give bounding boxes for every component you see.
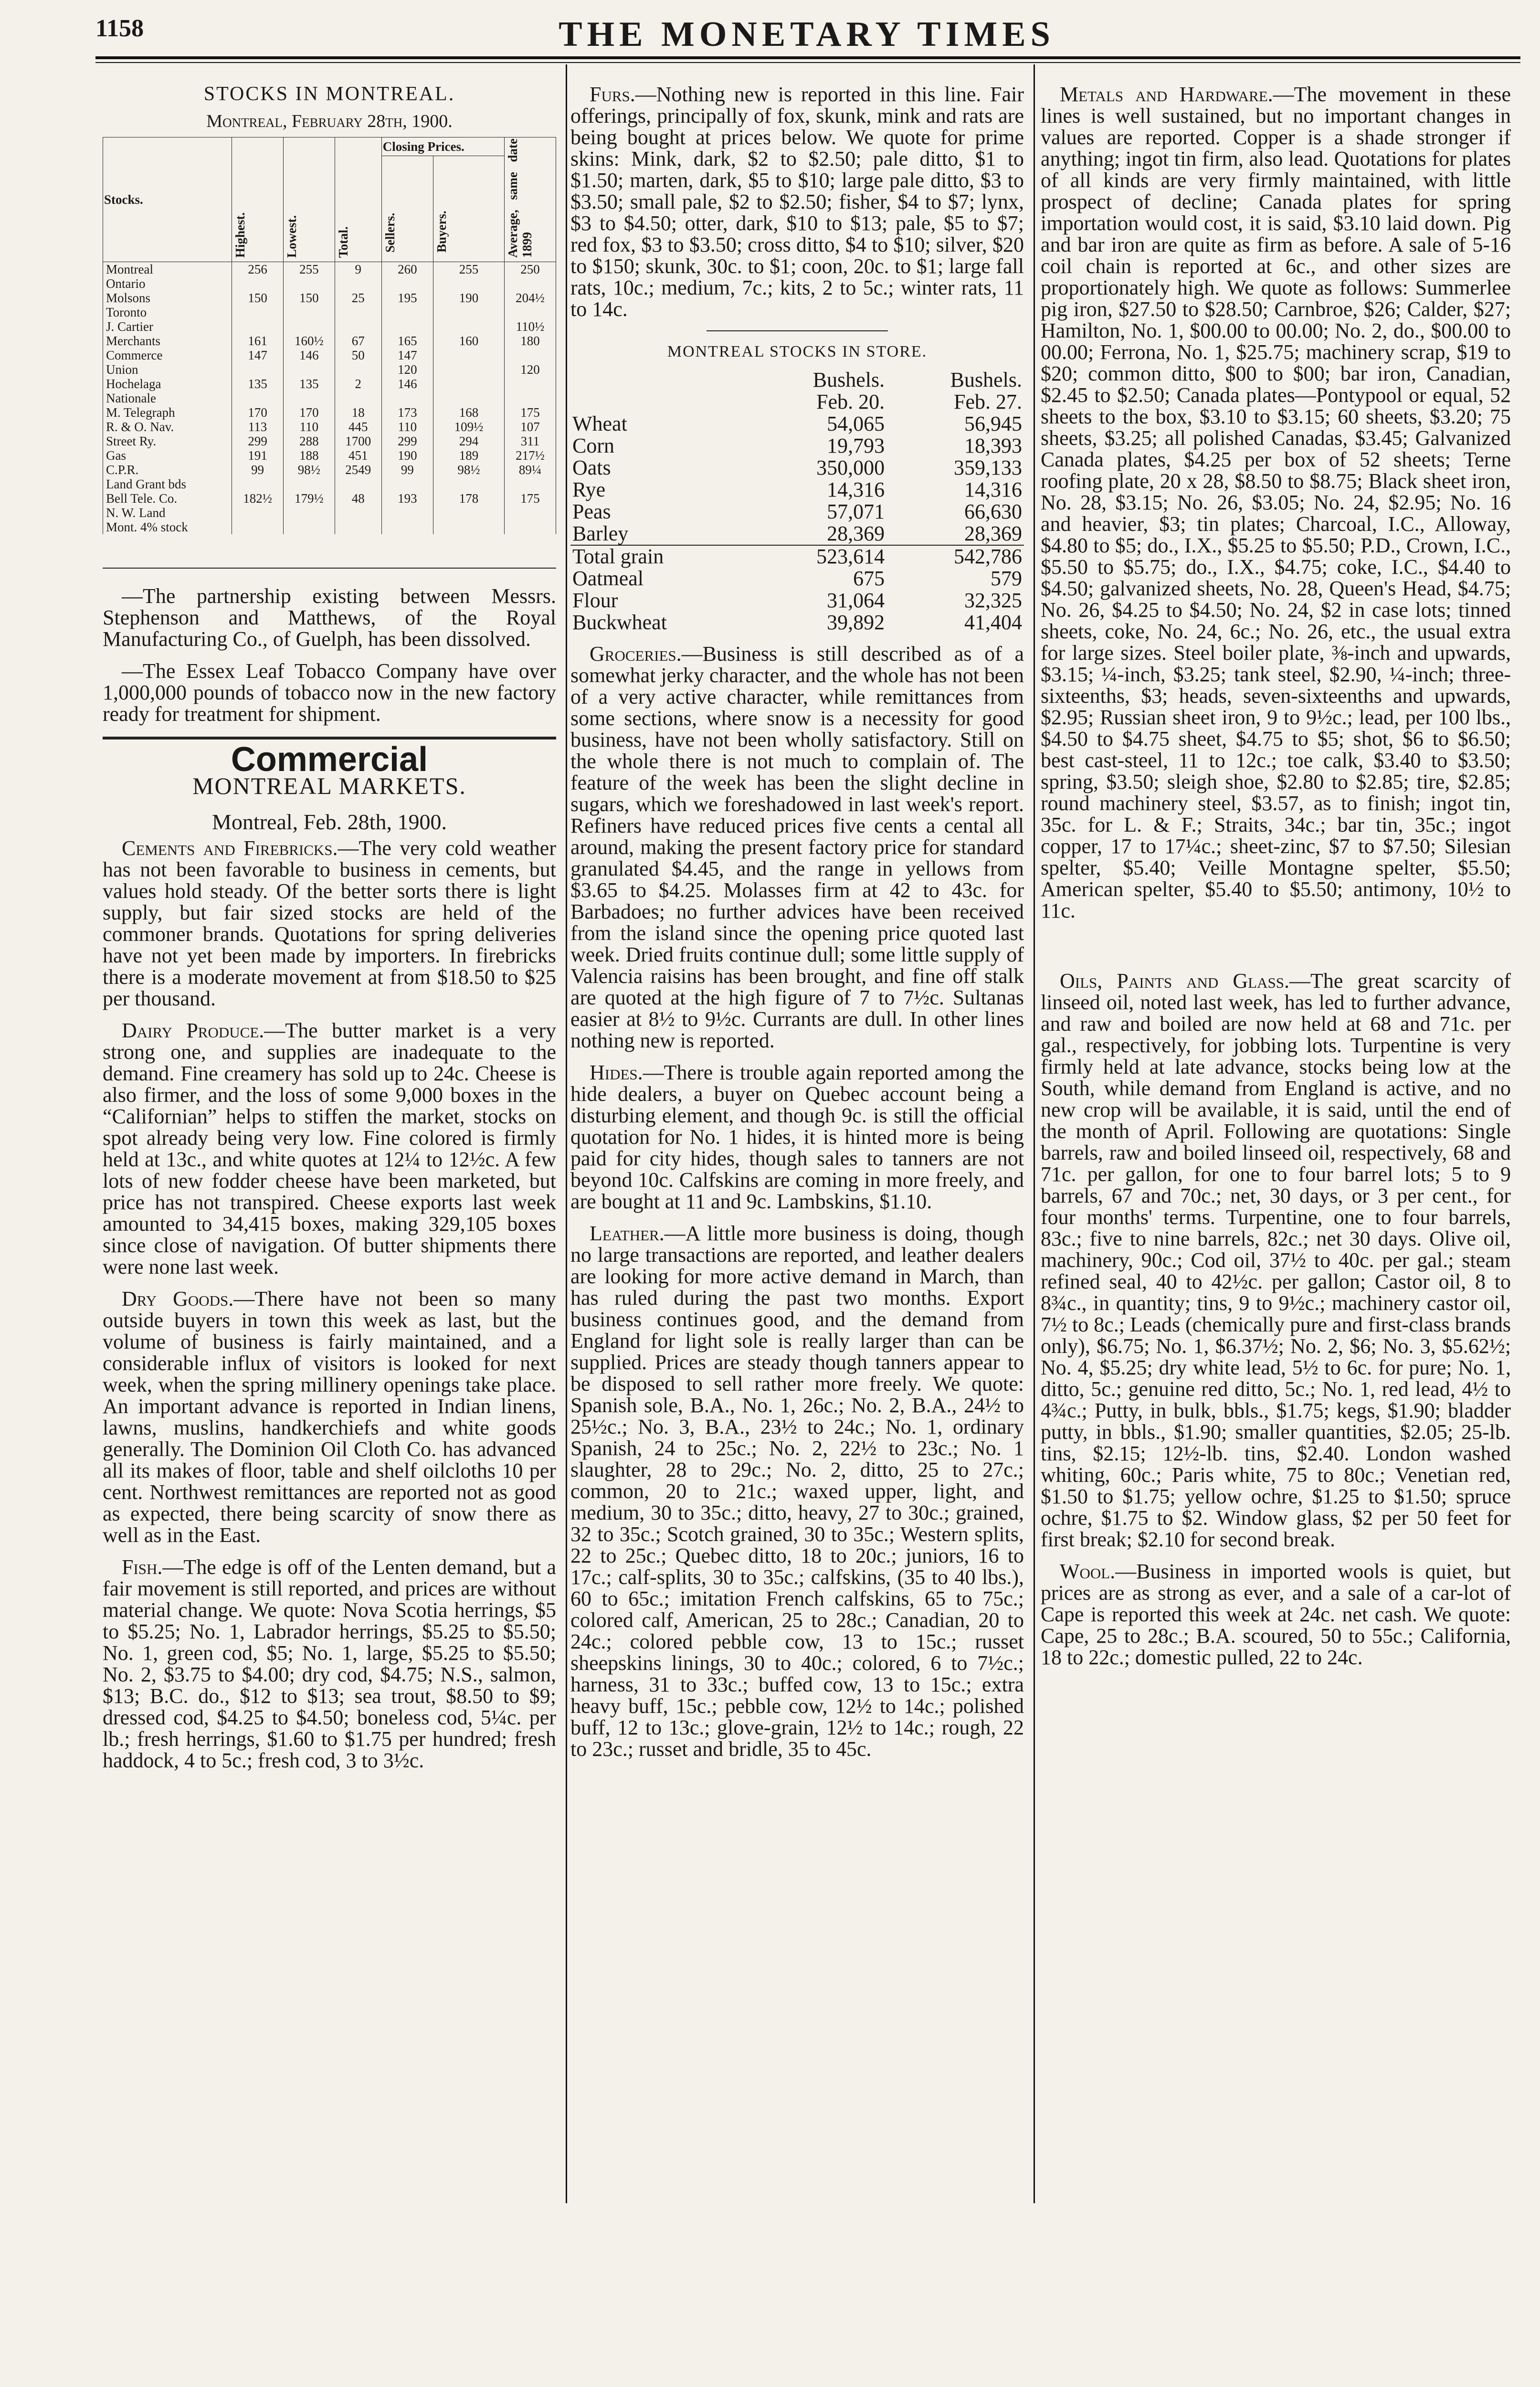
stock-value: 107 [505, 420, 556, 434]
table-row [103, 362, 556, 377]
stock-value [232, 362, 284, 377]
stock-value [505, 506, 556, 520]
subheading-montreal-markets: MONTREAL MARKETS. [192, 772, 466, 799]
store-label: Oatmeal [572, 567, 644, 590]
stock-value: 188 [283, 448, 335, 463]
stock-value: 113 [232, 420, 284, 434]
stock-value: 255 [283, 262, 335, 277]
stock-value [283, 506, 335, 520]
header-rule-thin [95, 62, 1520, 63]
stock-value [335, 276, 381, 291]
stock-name: J. Cartier [103, 319, 232, 334]
stock-value [433, 362, 504, 377]
stock-name: Hochelaga [103, 377, 232, 391]
table-row [103, 348, 556, 362]
stock-name: Nationale [103, 391, 232, 405]
stock-value [232, 506, 284, 520]
stock-value: 170 [232, 405, 284, 420]
header-sellers: Sellers. [381, 156, 433, 262]
stock-value: 179½ [283, 491, 335, 506]
stock-name: M. Telegraph [103, 405, 232, 420]
store-value: 19,793 [827, 434, 885, 457]
stock-value [433, 276, 504, 291]
table-row [103, 405, 556, 420]
stock-name: Mont. 4% stock [103, 520, 232, 534]
stock-value [433, 348, 504, 362]
stock-value: 98½ [283, 463, 335, 477]
stock-value: 195 [381, 291, 433, 305]
store-row [570, 369, 1024, 391]
article-dairy: Dairy Produce.—The butter market is a very strong one, and supplies are inadequate to the demand. Fine creamery has sold up to 24c. Cheese is also firmer, and the loss of some 9,000 boxes in the “Californian” helps to stiffen the market, stocks on spot already being very low. Fine colored is firmly held at 13c., and white quotes at 12¼ to 12½c. A few lots of new fodder cheese have been marketed, but price has not transpired. Cheese exports last week amounted to 34,415 boxes, making 329,105 boxes since close of navigation. Of butter shipments there were none last week. [103, 1019, 556, 1278]
stock-value: 120 [381, 362, 433, 377]
stock-value: 98½ [433, 463, 504, 477]
stock-value: 217½ [505, 448, 556, 463]
store-value: 18,393 [964, 434, 1022, 457]
store-label [570, 369, 749, 391]
article-metals: Metals and Hardware.—The movement in these lines is well sustained, but no important changes in values are reported. Copper is a shade stronger if anything; ingot tin firm, also lead. Quotations for plates of all kinds are very firmly maintained, with little prospect of decline; Canada plates for spring importation would cost, it is said, $3.10 laid down. Pig and bar iron are quite as firm as before. A sale of 5-16 coil chain is reported at 6c., and other sizes are proportionately high. We quote as follows: Summerlee pig iron, $27.50 to $28.50; Carnbroe, $26; Calder, $27; Hamilton, No. 1, $00.00 to 00.00; No. 2, do., $00.00 to 00.00; Ferrona, No. 1, $25.75; machinery scrap, $19 to $20; common ditto, $00 to $00; bar iron, Canadian, $2.45 to $2.50; Canada plates—Pontypool or equal, 52 sheets to the box, $3.10 to $3.15; 60 sheets, $3.20; 75 sheets, $3.25; all polished Canadas, $3.45; Galvanized Canada plates, $4.25 per box of 52 sheets; Terne roofing plate, 20 x 28, $8.50 to $8.75; Black sheet iron, No. 28, $3.15; No. 26, $3.05; No. 24, $2.95; No. 16 and heavier, $3; tin plates; Charcoal, I.C., Alloway, $4.80 to $5; do., I.X., $5.25 to $5.50; P.D., Crown, I.C., $5.50 to $5.75; do., I.X., $4.75; coke, I.C., $4.40 to $4.50; galvanized sheets, No. 28, Queen's Head, $4.75; No. 26, $4.25 to $4.50; No. 24, $2 in case lots; tinned sheets, coke, No. 24, 6c.; No. 26, etc., the usual extra for large sizes. Steel boiler plate, ⅜-inch and upwards, $3.15; ¼-inch, $3.25; tank steel, $2.90, ¼-inch; three-sixteenths, $3; heads, seven-sixteenths and upwards, $2.95; Russian sheet iron, 9 to 9½c.; lead, per 100 lbs., $4.50 to $4.75 sheet, $4.75 to $5; shot, $6 to $6.50; best cast-steel, 11 to 12c.; toe calk, $3.40 to $3.50; spring, $3.50; sleigh shoe, $2.80 to $2.85; tire, $2.85; round machinery steel, $3.57, as to finish; ingot tin, 35c. for L. & F.; Straits, 34c.; bar tin, 35c.; ingot copper, 17 to 17¼c.; sheet-zinc, $7 to $7.50; Silesian spelter, $5.40; Veille Montagne spelter, $5.50; American spelter, $5.40 to $5.50; antimony, 10½ to 11c. [1041, 83, 1511, 922]
stock-value: 89¼ [505, 463, 556, 477]
stock-value: 146 [381, 377, 433, 391]
stock-name: Gas [103, 448, 232, 463]
stock-value [381, 477, 433, 491]
stock-value: 170 [283, 405, 335, 420]
stock-value [505, 520, 556, 534]
store-value: 542,786 [954, 545, 1022, 568]
stock-value: 189 [433, 448, 504, 463]
column-2 [570, 84, 1024, 1770]
store-value: Feb. 20. [816, 390, 885, 413]
stock-name: Commerce [103, 348, 232, 362]
store-value: 66,630 [964, 500, 1022, 523]
header-total: Total. [335, 137, 381, 262]
store-table [570, 369, 1024, 634]
article-furs: Furs.—Nothing new is reported in this line. Fair offerings, principally of fox, skunk, mink and rats are being bought at prices below. We quote for prime skins: Mink, dark, $2 to $2.50; pale ditto, $1 to $1.50; marten, dark, $5 to $10; large pale ditto, $3 to $3.50; small pale, $2 to $2.50; fisher, $4 to $7; lynx, $3 to $4.50; otter, dark, $10 to $13; pale, $5 to $7; red fox, $3 to $3.50; cross ditto, $4 to $10; silver, $20 to $150; skunk, 30c. to $1; coon, 20c. to $1; large fall rats, 10c.; medium, 7c.; kits, 2 to 5c.; winter rats, 11 to 14c. [570, 83, 1024, 321]
table-row [103, 448, 556, 463]
stock-value: 451 [335, 448, 381, 463]
stock-value: 110½ [505, 319, 556, 334]
stock-value: 445 [335, 420, 381, 434]
masthead: THE MONETARY TIMES [559, 15, 1055, 54]
stock-value: 255 [433, 262, 504, 277]
stock-value [433, 506, 504, 520]
stock-value: 191 [232, 448, 284, 463]
stock-value [232, 391, 284, 405]
store-value: Bushels. [812, 368, 885, 391]
store-value: 675 [853, 567, 885, 590]
stocks-table-body [103, 262, 556, 535]
header-rule-thick [95, 56, 1520, 59]
stock-value: 160 [433, 334, 504, 348]
stock-value: 67 [335, 334, 381, 348]
stocks-date: Montreal, February 28th, 1900. [206, 111, 453, 131]
stock-value [381, 506, 433, 520]
stock-value [381, 319, 433, 334]
store-value: 14,316 [827, 478, 885, 501]
table-row [103, 434, 556, 448]
stock-value: 250 [505, 262, 556, 277]
column-3 [1041, 84, 1511, 1679]
stock-value [433, 305, 504, 319]
article-leather: Leather.—A little more business is doing, though no large transactions are reported, and leather dealers are looking for more active demand in March, than has ruled during the past two months. Export business continues good, and the demand from England for light sole is really larger than can be supplied. Prices are steady though tanners appear to be disposed to sell rather more freely. We quote: Spanish sole, B.A., No. 1, 26c.; No. 2, B.A., 24½ to 25½c.; No. 3, B.A., 23½ to 24c.; No. 1, ordinary Spanish, 24 to 25c.; No. 2, 22½ to 23c.; No. 1 slaughter, 28 to 29c.; No. 2, ditto, 25 to 27c.; common, 20 to 21c.; waxed upper, light, and medium, 30 to 35c.; ditto, heavy, 27 to 30c.; grained, 32 to 35c.; Scotch grained, 30 to 35c.; Western splits, 22 to 25c.; Quebec ditto, 18 to 20c.; juniors, 16 to 17c.; calf-splits, 30 to 35c.; calfskins, (35 to 40 lbs.), 60 to 65c.; imitation French calfskins, 65 to 75c.; colored calf, American, 25 to 28c.; Canadian, 20 to 24c.; colored pebble cow, 13 to 15c.; russet sheepskins linings, 30 to 40c.; colored, 6 to 7½c.; harness, 31 to 33c.; buffed cow, 13 to 15c.; extra heavy buff, 15c.; pebble cow, 12½ to 14c.; polished buff, 12 to 13c.; glove-grain, 12½ to 14c.; rough, 22 to 23c.; russet and bridle, 35 to 45c. [570, 1222, 1024, 1761]
article-groceries: Groceries.—Business is still described as of a somewhat jerky character, and the whole has not been of a very active character, while remittances from some sections, where snow is a necessity for good business, have not been wholly satisfactory. Still on the whole there is not much to complain of. The feature of the week has been the slight decline in sugars, which we foreshadowed in last week's report. Refiners have reduced prices five cents a cental all around, making the present factory price for standard granulated $4.45, and the range in yellows from $3.65 to $4.25. Molasses firm at 42 to 43c. for Barbadoes; no further advices have been received from the island since the opening price quoted last week. Dried fruits continue dull; some little supply of Valencia raisins has been brought, and fine off stalk are quoted at the high figure of 7 to 7½c. Sultanas easier at 8½ to 9½c. Currants are dull. In other lines nothing new is reported. [570, 642, 1024, 1052]
stock-value: 110 [283, 420, 335, 434]
store-label [570, 391, 749, 413]
stock-value: 150 [232, 291, 284, 305]
stock-value [283, 520, 335, 534]
table-row [103, 491, 556, 506]
store-label: Total grain [572, 545, 664, 568]
store-row [570, 435, 1024, 457]
stock-value: 190 [381, 448, 433, 463]
store-value: 28,369 [827, 522, 885, 545]
header-closing: Closing Prices. [381, 137, 504, 156]
stock-value [381, 276, 433, 291]
stock-value: 299 [381, 434, 433, 448]
stock-value [505, 305, 556, 319]
stock-value [335, 362, 381, 377]
stock-name: Union [103, 362, 232, 377]
store-value: 350,000 [816, 456, 885, 479]
store-value: 359,133 [954, 456, 1022, 479]
table-row [103, 420, 556, 434]
stock-value [232, 520, 284, 534]
stock-value [433, 377, 504, 391]
store-value: Feb. 27. [954, 390, 1022, 413]
store-label: Rye [572, 478, 606, 501]
store-row [570, 612, 1024, 634]
stock-value: 182½ [232, 491, 284, 506]
stock-value [433, 391, 504, 405]
table-row [103, 506, 556, 520]
stock-name: R. & O. Nav. [103, 420, 232, 434]
stock-value [335, 520, 381, 534]
article-cements: Cements and Firebricks.—The very cold weather has not been favorable to business in cements, but values hold steady. Of the better sorts there is light supply, but fair sized stocks are held of the commoner brands. Quotations for spring deliveries have not yet been made by importers. In firebricks there is a moderate movement at from $18.50 to $25 per thousand. [103, 836, 556, 1010]
stock-name: Molsons [103, 291, 232, 305]
stock-value: 2549 [335, 463, 381, 477]
stock-value: 260 [381, 262, 433, 277]
stock-value [335, 319, 381, 334]
stock-value [505, 477, 556, 491]
notice-partnership: —The partnership existing between Messrs. Stephenson and Matthews, of the Royal Manufacturing Co., of Guelph, has been dissolved. [103, 584, 556, 651]
table-row [103, 477, 556, 491]
stock-name: Toronto [103, 305, 232, 319]
table-row [103, 377, 556, 391]
header-stocks: Stocks. [103, 137, 232, 262]
stock-value: 193 [381, 491, 433, 506]
stock-value [335, 506, 381, 520]
store-row [570, 413, 1024, 435]
store-row [570, 590, 1024, 612]
stock-value: 25 [335, 291, 381, 305]
notice-tobacco: —The Essex Leaf Tobacco Company have over 1,000,000 pounds of tobacco now in the new factory ready for treatment for shipment. [103, 659, 556, 726]
stock-value: 294 [433, 434, 504, 448]
store-value: 14,316 [964, 478, 1022, 501]
stock-value [283, 319, 335, 334]
stock-value: 256 [232, 262, 284, 277]
stock-value [505, 348, 556, 362]
stock-value: 165 [381, 334, 433, 348]
stock-value: 288 [283, 434, 335, 448]
dateline: Montreal, Feb. 28th, 1900. [212, 810, 447, 834]
table-row [103, 391, 556, 405]
stock-value [283, 477, 335, 491]
stock-name: Merchants [103, 334, 232, 348]
stock-value: 135 [232, 377, 284, 391]
stock-value [505, 276, 556, 291]
stock-value [232, 319, 284, 334]
table-row [103, 262, 556, 277]
stock-value: 175 [505, 491, 556, 506]
stock-value: 109½ [433, 420, 504, 434]
stock-value: 161 [232, 334, 284, 348]
store-label: Barley [572, 522, 629, 545]
stock-value: 160½ [283, 334, 335, 348]
article-hides: Hides.—There is trouble again reported among the hide dealers, a buyer on Quebec account being a disturbing element, and though 9c. is still the official quotation for No. 1 hides, it is hinted more is being paid for city hides, though sales to tanners are not beyond 10c. Calfskins are coming in more freely, and are bought at 11 and 9c. Lambskins, $1.10. [570, 1061, 1024, 1213]
section-heading-commercial: Commercial [231, 740, 428, 779]
table-row [103, 520, 556, 534]
stock-value: 150 [283, 291, 335, 305]
stock-value: 50 [335, 348, 381, 362]
table-row [103, 334, 556, 348]
stock-value [335, 391, 381, 405]
store-value: 41,404 [964, 611, 1022, 634]
stock-value [433, 319, 504, 334]
table-row [103, 305, 556, 319]
column-1 [103, 84, 556, 1782]
article-wool: Wool.—Business in imported wools is quiet, but prices are as strong as ever, and a sale of a car-lot of Cape is reported this week at 24c. net cash. We quote: Cape, 25 to 28c.; B.A. scoured, 50 to 55c.; California, 18 to 22c.; domestic pulled, 22 to 24c. [1041, 1560, 1511, 1669]
store-value: 523,614 [816, 545, 885, 568]
stock-value: 120 [505, 362, 556, 377]
stock-name: N. W. Land [103, 506, 232, 520]
store-value: 32,325 [964, 589, 1022, 612]
stock-value [335, 477, 381, 491]
table-row [103, 276, 556, 291]
stock-value [433, 477, 504, 491]
stock-value [283, 362, 335, 377]
store-label: Corn [572, 434, 614, 457]
column-divider-1 [566, 64, 567, 2203]
store-table-title: MONTREAL STOCKS IN STORE. [667, 343, 928, 360]
stock-value: 147 [232, 348, 284, 362]
stock-value: 178 [433, 491, 504, 506]
stock-value: 147 [381, 348, 433, 362]
stock-value [433, 520, 504, 534]
store-value: 54,065 [827, 412, 885, 435]
table-row [103, 291, 556, 305]
page-header [95, 14, 1518, 57]
stock-value: 168 [433, 405, 504, 420]
stock-value: 173 [381, 405, 433, 420]
stock-value [505, 377, 556, 391]
store-value: 39,892 [827, 611, 885, 634]
store-label: Buckwheat [572, 611, 667, 634]
store-row [570, 568, 1024, 590]
header-average: Average, same date 1899 [505, 137, 556, 262]
store-value: 28,369 [964, 522, 1022, 545]
stock-value [381, 305, 433, 319]
stock-name: Ontario [103, 276, 232, 291]
stock-value [381, 520, 433, 534]
store-row [570, 545, 1024, 568]
stock-value: 1700 [335, 434, 381, 448]
article-dry-goods: Dry Goods.—There have not been so many outside buyers in town this week as last, but the volume of business is fairly maintained, and a considerable influx of visitors is looked for next week, when the spring millinery openings take place. An important advance is reported in Indian linens, lawns, muslins, handkerchiefs and white goods generally. The Dominion Oil Cloth Co. has advanced all its makes of floor, table and shelf oilcloths 10 per cent. Northwest remittances are reported not as good as expected, there being scarcity of snow there as well as in the East. [103, 1287, 556, 1547]
store-value: 57,071 [827, 500, 885, 523]
store-value: 579 [991, 567, 1022, 590]
stock-value: 190 [433, 291, 504, 305]
stock-value [232, 276, 284, 291]
stock-value: 175 [505, 405, 556, 420]
stock-name: Street Ry. [103, 434, 232, 448]
stock-name: C.P.R. [103, 463, 232, 477]
stock-value [505, 391, 556, 405]
stock-value: 99 [232, 463, 284, 477]
stock-value: 2 [335, 377, 381, 391]
stock-value: 299 [232, 434, 284, 448]
store-label: Peas [572, 500, 611, 523]
store-row [570, 479, 1024, 501]
store-value: 31,064 [827, 589, 885, 612]
header-highest: Highest. [232, 137, 284, 262]
stock-value: 99 [381, 463, 433, 477]
stock-value [232, 305, 284, 319]
stocks-table [103, 137, 556, 534]
stock-value [335, 305, 381, 319]
stock-value: 110 [381, 420, 433, 434]
stock-value: 146 [283, 348, 335, 362]
stock-value: 135 [283, 377, 335, 391]
stock-value: 18 [335, 405, 381, 420]
table-row [103, 463, 556, 477]
article-fish: Fish.—The edge is off of the Lenten demand, but a fair movement is still reported, and prices are without material change. We quote: Nova Scotia herrings, $5 to $5.25; No. 1, Labrador herrings, $5.25 to $5.50; No. 1, green cod, $5; No. 1, large, $5.25 to $5.50; No. 2, $3.75 to $4.00; dry cod, $4.75; N.S., salmon, $13; B.C. do., $12 to $13; sea trout, $8.50 to $9; dressed cod, $4.25 to $4.50; boneless cod, 5¼c. per lb.; fresh herrings, $1.60 to $1.75 per hundred; fresh haddock, 4 to 5c.; fresh cod, 3 to 3½c. [103, 1555, 556, 1772]
header-lowest: Lowest. [283, 137, 335, 262]
store-label: Oats [572, 456, 611, 479]
store-row [570, 523, 1024, 545]
store-value: 56,945 [964, 412, 1022, 435]
store-row [570, 457, 1024, 479]
table-row [103, 319, 556, 334]
store-label: Wheat [572, 412, 627, 435]
stock-value [283, 276, 335, 291]
stock-value [283, 305, 335, 319]
store-row [570, 391, 1024, 413]
page-number: 1158 [95, 15, 144, 42]
column-divider-2 [1034, 64, 1035, 2203]
stock-value: 180 [505, 334, 556, 348]
stock-name: Land Grant bds [103, 477, 232, 491]
stock-value: 204½ [505, 291, 556, 305]
stock-value [283, 391, 335, 405]
article-oils: Oils, Paints and Glass.—The great scarcity of linseed oil, noted last week, has led to further advance, and raw and boiled are now held at 68 and 71c. per gal., respectively, for jobbing lots. Turpentine is very firmly held at late advance, stocks being low at the South, while demand from England is active, and no new crop will be available, it is said, until the end of the month of April. Following are quotations: Single barrels, raw and boiled linseed oil, respectively, 68 and 71c. per gallon, for one to four barrel lots; 5 to 9 barrels, 67 and 70c.; net, 30 days, or 3 per cent., for four months' terms. Turpentine, one to four barrels, 83c.; five to nine barrels, 82c.; net 30 days. Olive oil, machinery, 90c.; Cod oil, 37½ to 40c. per gal.; steam refined seal, 40 to 42½c. per gallon; Castor oil, 8 to 8¾c., in quantity; tins, 9 to 9½c.; machinery castor oil, 7½ to 8c.; Leads (chemically pure and first-class brands only), $6.75; No. 1, $6.37½; No. 2, $6; No. 3, $5.62½; No. 4, $5.25; dry white lead, 5½ to 6c. for pure; No. 1, ditto, 5c.; genuine red ditto, 5c.; No. 1, red lead, 4½ to 4¾c.; Putty, in bulk, bbls., $1.75; kegs, $1.90; bladder putty, in bbls., $1.90; smaller quantities, $2.05; 25-lb. tins, $2.15; 12½-lb. tins, $2.40. London washed whiting, 60c.; Paris white, 75 to 80c.; Venetian red, $1.50 to $1.75; yellow ochre, $1.25 to $1.50; spruce ochre, $1.75 to $2. Window glass, $2 per 50 feet for first break; $2.10 for second break. [1041, 969, 1511, 1551]
store-label: Flour [572, 589, 618, 612]
stock-value: 311 [505, 434, 556, 448]
header-buyers: Buyers. [433, 156, 504, 262]
stock-value [381, 391, 433, 405]
stocks-title: STOCKS IN MONTREAL. [203, 83, 455, 105]
store-value: Bushels. [950, 368, 1022, 391]
stock-value: 9 [335, 262, 381, 277]
stock-value: 48 [335, 491, 381, 506]
stock-value [232, 477, 284, 491]
store-row [570, 501, 1024, 523]
stock-name: Bell Tele. Co. [103, 491, 232, 506]
stock-name: Montreal [103, 262, 232, 277]
